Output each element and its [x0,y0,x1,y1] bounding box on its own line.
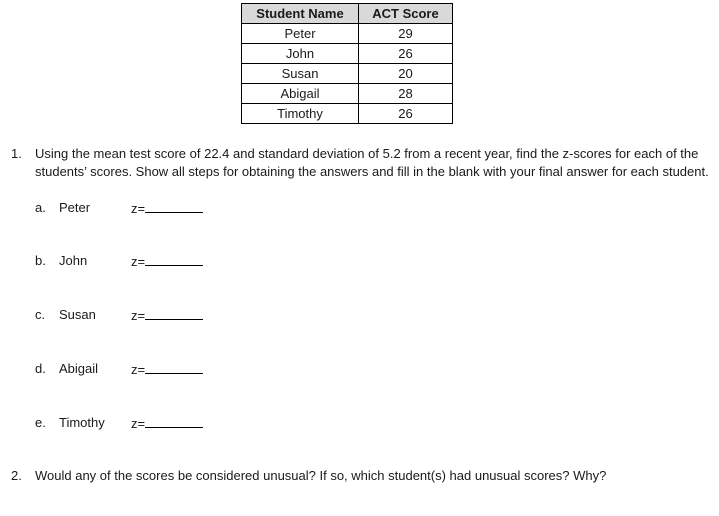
answer-blank[interactable] [145,414,203,428]
question-1 [11,145,711,180]
table-row [242,84,453,104]
sub-item-student-name: Peter [59,200,91,215]
z-score-field[interactable] [131,414,203,433]
z-label: z= [131,362,146,377]
z-label: z= [131,308,146,323]
table-header-row [242,4,453,24]
z-label: z= [131,201,146,216]
student-name-cell: Abigail [242,84,359,104]
act-score-cell: 20 [359,64,453,84]
answer-blank[interactable] [145,360,203,374]
question-1-text: Using the mean test score of 22.4 and standard deviation of 5.2 from a recent year, find the z-scores for each of the students’ scores. Show all steps for obtaining the answers and fill in the blank with your final answer for each student. [35,146,709,179]
question-2-number: 2. [11,468,22,483]
sub-item-letter: e. [35,415,46,430]
student-name-cell: Timothy [242,104,359,124]
act-score-cell: 26 [359,44,453,64]
act-score-cell: 26 [359,104,453,124]
act-score-cell: 28 [359,84,453,104]
table-row [242,44,453,64]
act-score-table [241,3,453,124]
sub-item-letter: b. [35,253,46,268]
sub-item-student-name: Abigail [59,361,99,376]
sub-item-student-name: Susan [59,307,96,322]
student-name-cell: John [242,44,359,64]
question-2 [11,467,711,485]
sub-item-letter: a. [35,200,46,215]
answer-blank[interactable] [145,199,203,213]
sub-item-student-name: Timothy [59,415,105,430]
z-score-field[interactable] [131,306,203,325]
column-header-act-score: ACT Score [359,4,453,24]
student-name-cell: Peter [242,24,359,44]
sub-item-letter: c. [35,307,46,322]
z-score-field[interactable] [131,199,203,218]
sub-item-student-name: John [59,253,88,268]
table-row [242,24,453,44]
z-label: z= [131,254,146,269]
act-score-cell: 29 [359,24,453,44]
z-score-field[interactable] [131,252,203,271]
answer-blank[interactable] [145,306,203,320]
z-score-field[interactable] [131,360,203,379]
question-1-number: 1. [11,146,22,161]
column-header-student-name: Student Name [242,4,359,24]
sub-item-letter: d. [35,361,46,376]
z-label: z= [131,416,146,431]
answer-blank[interactable] [145,252,203,266]
table-row [242,104,453,124]
question-2-text: Would any of the scores be considered unusual? If so, which student(s) had unusual scores? Why? [35,468,607,483]
table-row [242,64,453,84]
student-name-cell: Susan [242,64,359,84]
